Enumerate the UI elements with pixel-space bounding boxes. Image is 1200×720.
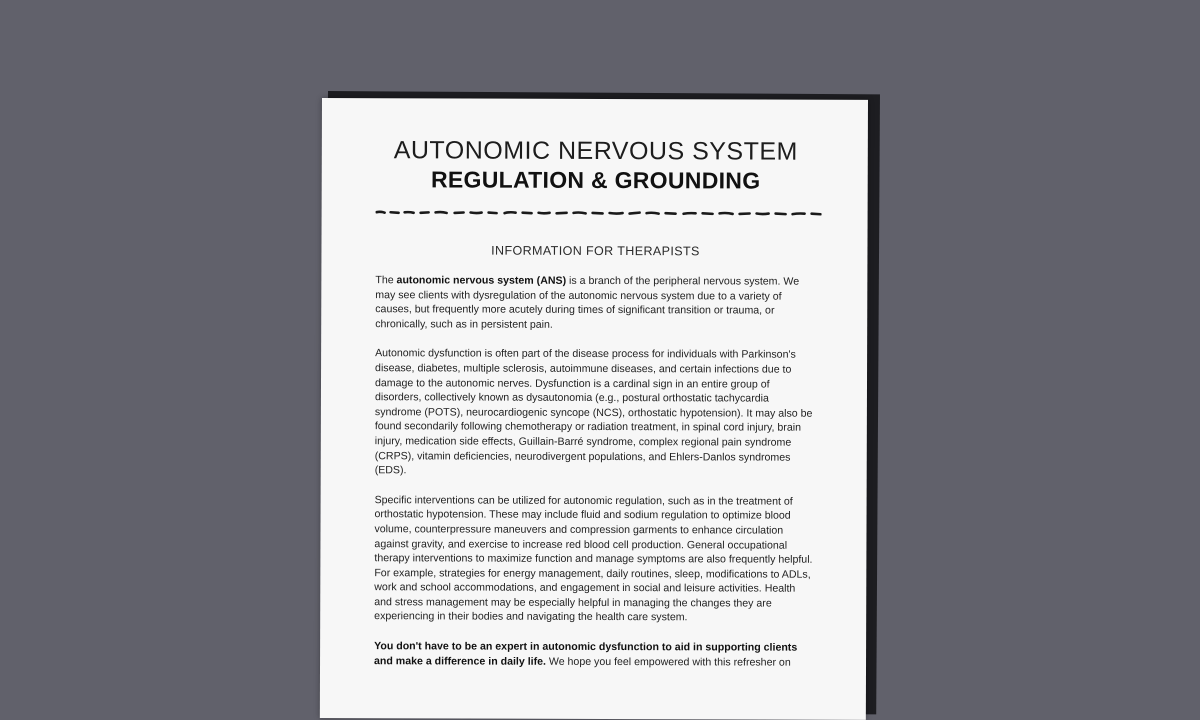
document-page bbox=[320, 98, 868, 720]
subtitle: INFORMATION FOR THERAPISTS bbox=[491, 243, 700, 259]
paragraph-1 bbox=[375, 273, 815, 333]
dashed-divider bbox=[376, 208, 822, 218]
paragraph-1-bold: autonomic nervous system (ANS) bbox=[396, 274, 567, 287]
paragraph-2: Autonomic dysfunction is often part of the disease process for individuals with Parkinson's disease, diabetes, multiple sclerosis, autoimmune diseases, and certain infections due to damage to the autonomic nerves. Dysfunction is a cardinal sign in an entire group of disorders, collectively known as dysautonomia (e.g., postural orthostatic tachycardia syndrome (POTS), neurocardiogenic syncope (NCS), orthostatic hypotension). It may also be found secondarily following chemotherapy or radiation treatment, in spinal cord injury, brain injury, medication side effects, Guillain-Barré syndrome, complex regional pain syndrome (CRPS), vitamin deficiencies, neurodivergent populations, and Ehlers-Danlos syndromes (EDS). bbox=[374, 347, 813, 477]
paragraph-4-post: We hope you feel empowered with this refresher on bbox=[545, 655, 791, 669]
paragraph-4 bbox=[374, 639, 814, 670]
paragraph-4-bold: You don't have to be an expert in autonomic dysfunction to aid in supporting clients and make a difference in daily life. bbox=[374, 640, 798, 668]
title-line-2: REGULATION & GROUNDING bbox=[430, 166, 761, 194]
title-line-1: AUTONOMIC NERVOUS SYSTEM bbox=[393, 136, 798, 166]
paragraph-3: Specific interventions can be utilized for autonomic regulation, such as in the treatment of orthostatic hypotension. These may include fluid and sodium regulation to optimize blood volume, counterpressure maneuvers and compression garments to enhance circulation against gravity, and exercise to increase red blood cell production. General occupational therapy interventions to maximize function and manage symptoms are also frequently helpful. For example, strategies for energy management, daily routines, sleep, modifications to ADLs, work and school accommodations, and engagement in social and leisure activities. Health and stress management may be especially helpful in managing the changes they are experiencing in their bodies and navigating the health care system. bbox=[374, 493, 813, 624]
paragraph-1-post: is a branch of the peripheral nervous system. We may see clients with dysregulation of the autonomic nervous system due to a variety of causes, but frequently more acutely during times of significant transition or trauma, or chronically, such as in persistent pain. bbox=[375, 274, 800, 331]
paragraph-1-pre: The bbox=[375, 274, 397, 287]
